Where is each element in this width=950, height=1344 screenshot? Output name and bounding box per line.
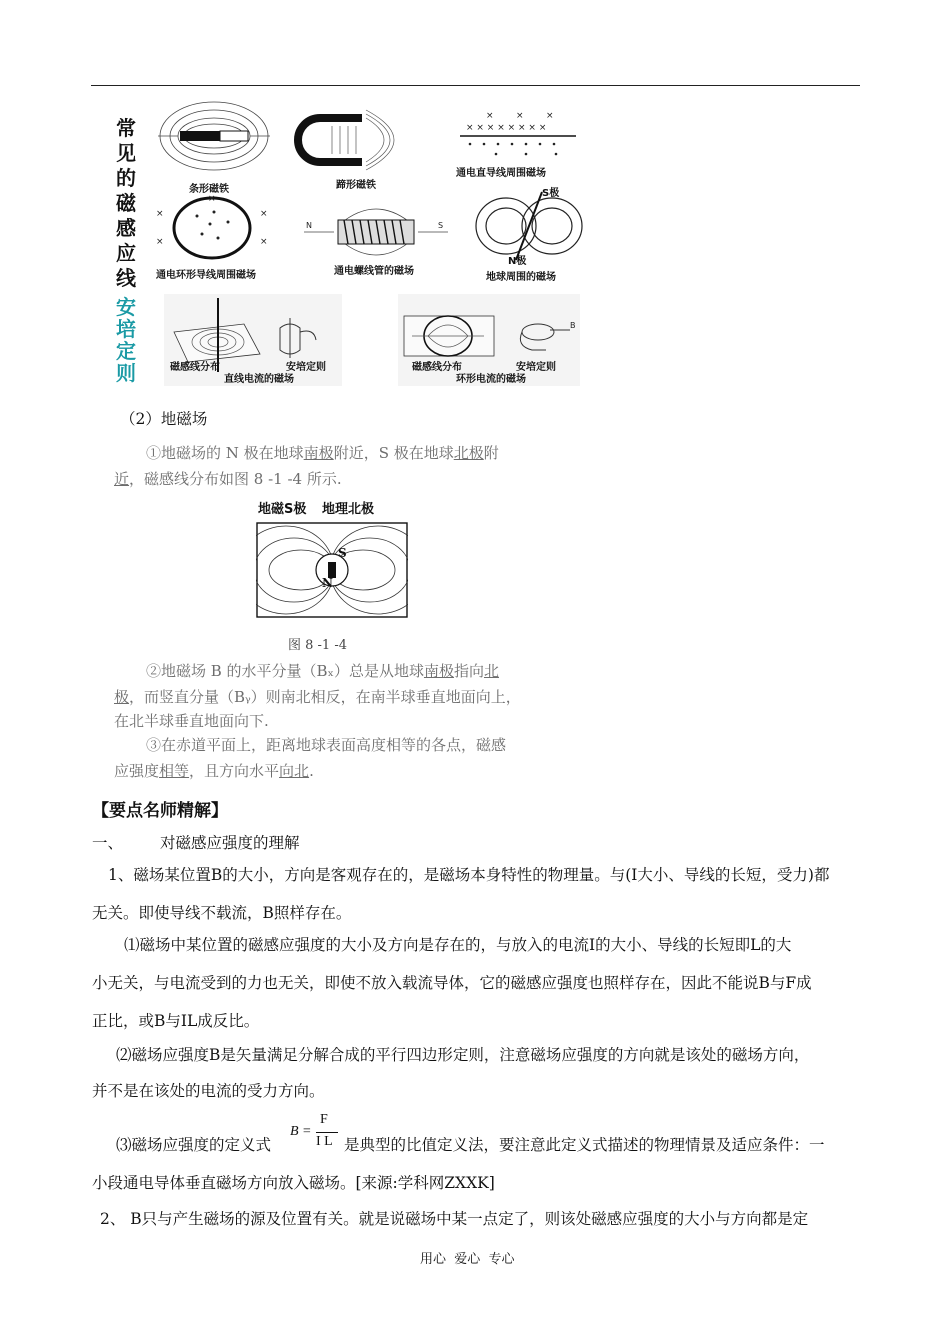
para-3-line-2: 并不是在该处的电流的受力方向。 (92, 1082, 325, 1100)
svg-text:B: B (570, 321, 576, 330)
bar-magnet-diagram (158, 100, 270, 178)
fig-n-label: N (322, 576, 333, 590)
para-2-line-2: 小无关，与电流受到的力也无关，即使不放入载流导体，它的磁感应强度也照样存在，因此不能说B与F成 (92, 974, 812, 992)
svg-text:S: S (438, 221, 444, 230)
caption-ring-current: 环形电流的磁场 (456, 374, 526, 385)
svg-text:×: × (260, 237, 268, 247)
para-5-line-1: 2、 B只与产生磁场的源及位置有关。就是说磁场中某一点定了，则该处磁感应强度的大小与方向都是定 (100, 1210, 809, 1228)
caption-field-dist-1: 磁感线分布 (170, 362, 220, 373)
svg-text:N: N (306, 221, 312, 230)
geomag-p2-line3: 在北半球垂直地面向下. (114, 712, 269, 730)
geomag-section-title: （2）地磁场 (120, 410, 208, 428)
geomag-p2-line2: 极，而竖直分量（Bᵧ）则南北相反，在南半球垂直地面向上， (114, 688, 521, 706)
fig-label-geo-north: 地理北极 (322, 502, 375, 517)
para-3-line-1: ⑵磁场应强度B是矢量满足分解合成的平行四边形定则，注意磁场应强度的方向就是该处的磁场方向， (116, 1046, 810, 1064)
caption-straight-wire: 通电直导线周围磁场 (456, 168, 546, 179)
svg-text:×: × (156, 209, 164, 219)
formula-fraction-bar (316, 1132, 338, 1133)
geomag-p3-line1: ③在赤道平面上，距离地球表面高度相等的各点，磁感 (146, 736, 507, 754)
svg-text:×: × (516, 111, 524, 121)
section-heading: 【要点名师精解】 (92, 801, 228, 821)
ampere-rule-title: 安 培 定 则 (116, 295, 136, 385)
caption-earth: 地球周围的磁场 (486, 272, 556, 283)
fig-label-geomag-s: 地磁S极 (258, 502, 307, 517)
straight-wire-diagram (456, 108, 580, 160)
fig-s-label: S (338, 546, 347, 560)
common-field-lines-title: 常 见 的 磁 感 应 线 (116, 116, 136, 290)
page-footer: 用心 爱心 专心 (420, 1252, 515, 1267)
formula-lhs: B = (290, 1124, 312, 1139)
definition-formula (290, 1112, 344, 1156)
para-2-line-3: 正比，或B与IL成反比。 (92, 1012, 260, 1030)
geomag-p1-line1: ①地磁场的 N 极在地球南极附近，S 极在地球北极附 (146, 444, 499, 462)
earth-n-pole-label: N极 (508, 256, 527, 267)
caption-u-magnet: 蹄形磁铁 (336, 180, 376, 191)
earth-s-pole-label: S极 (542, 188, 560, 199)
svg-text:×: × (156, 237, 164, 247)
svg-text:×: × (546, 111, 554, 121)
svg-text:× × × × × × × ×: × × × × × × × × (466, 123, 547, 133)
para-1-line-1: 1、磁场某位置B的大小，方向是客观存在的，是磁场本身特性的物理量。与(I大小、导线的长短，受力)都 (108, 866, 830, 884)
svg-text:×: × (260, 209, 268, 219)
caption-ampere-1: 安培定则 (286, 362, 326, 373)
solenoid-diagram (304, 200, 448, 262)
formula-numerator: F (320, 1112, 328, 1127)
earth-field-diagram (470, 186, 588, 266)
ring-wire-diagram (152, 194, 272, 264)
formula-denominator: I L (316, 1134, 333, 1149)
geomag-p3-line2: 应强度相等，且方向水平向北. (114, 762, 314, 780)
geomag-p1-line2: 近，磁感线分布如图 8 -1 -4 所示. (114, 470, 342, 488)
para-4-line-1a: ⑶磁场应强度的定义式 (116, 1136, 272, 1154)
geomag-p2-line1: ②地磁场 B 的水平分量（Bₓ）总是从地球南极指向北 (146, 662, 499, 680)
u-magnet-diagram (292, 104, 422, 176)
caption-field-dist-2: 磁感线分布 (412, 362, 462, 373)
subsection-title: 对磁感应强度的理解 (160, 834, 300, 852)
fig-caption: 图 8 -1 -4 (288, 638, 347, 653)
caption-ring-wire: 通电环形导线周围磁场 (156, 270, 256, 281)
svg-text:×: × (208, 194, 216, 204)
para-4-line-2: 小段通电导体垂直磁场方向放入磁场。[来源:学科网ZXXK] (92, 1174, 495, 1192)
caption-ampere-2: 安培定则 (516, 362, 556, 373)
caption-straight-current: 直线电流的磁场 (224, 374, 294, 385)
para-1-line-2: 无关。即使导线不载流，B照样存在。 (92, 904, 352, 922)
caption-solenoid: 通电螺线管的磁场 (334, 266, 414, 277)
geomag-figure (256, 522, 408, 618)
para-2-line-1: ⑴磁场中某位置的磁感应强度的大小及方向是存在的，与放入的电流I的大小、导线的长短即L的大 (124, 936, 792, 954)
header-rule (91, 85, 860, 86)
subsection-number: 一、 (92, 834, 124, 852)
caption-bar-magnet: 条形磁铁 (189, 184, 229, 195)
svg-text:×: × (486, 111, 494, 121)
para-4-line-1b: 是典型的比值定义法，要注意此定义式描述的物理情景及适应条件：一 (344, 1136, 825, 1154)
